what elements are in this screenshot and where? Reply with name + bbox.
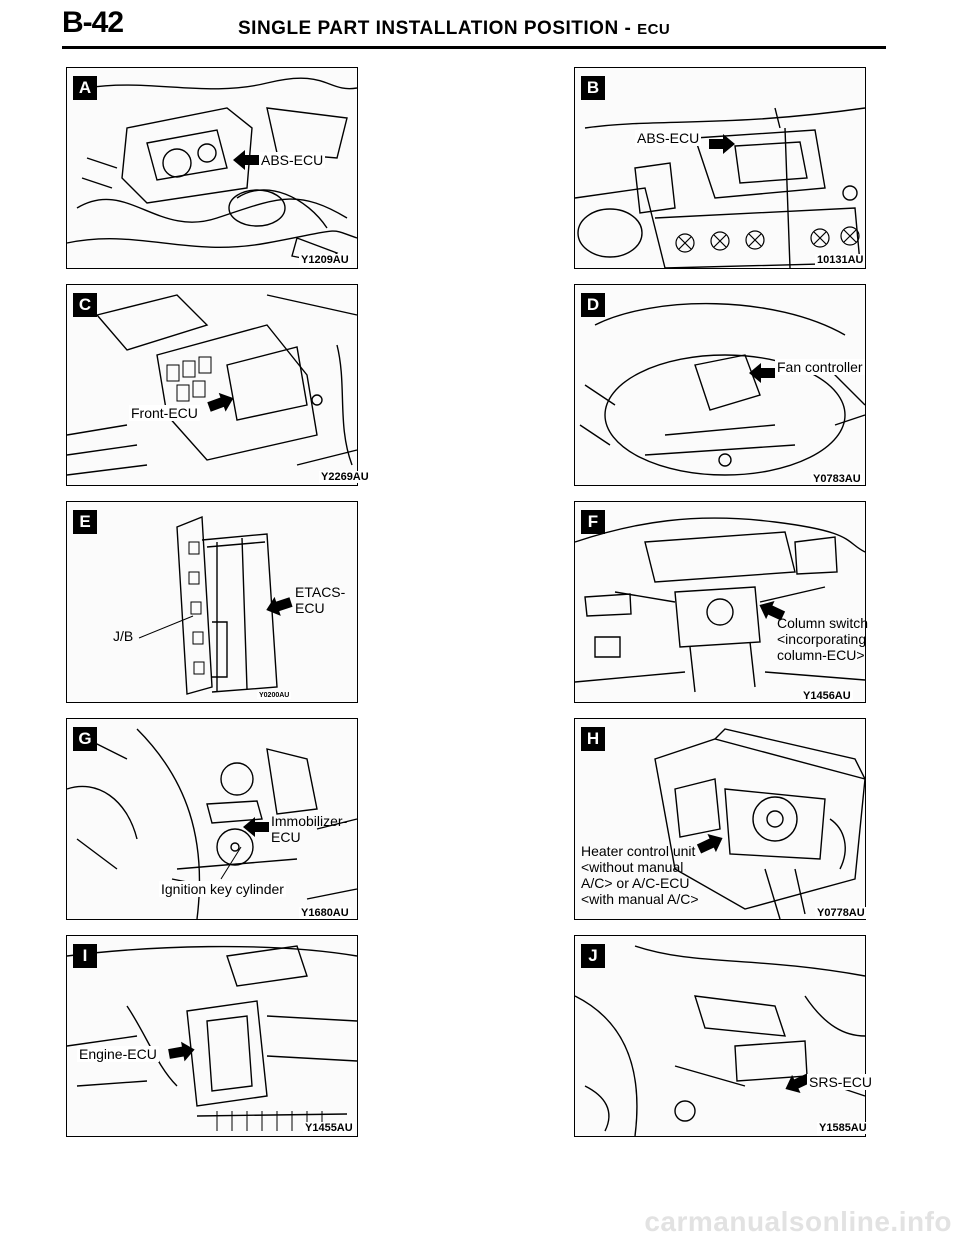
figure-code: Y2269AU: [321, 471, 369, 483]
fan-controller-illustration: [575, 285, 865, 485]
figure-code: Y1209AU: [301, 254, 349, 266]
arrow-icon: [747, 361, 777, 385]
callout-engine-ecu: Engine-ECU: [79, 1046, 157, 1062]
engine-ecu-illustration: [67, 936, 357, 1136]
column-switch-illustration: [575, 502, 865, 702]
callout-heater-line3: A/C> or A/C-ECU: [581, 875, 690, 891]
panel-letter: H: [581, 727, 605, 751]
panel-letter: B: [581, 76, 605, 100]
callout-abs-ecu: ABS-ECU: [637, 130, 700, 146]
figure-code: Y1455AU: [305, 1122, 353, 1134]
abs-ecu-illustration-a: [67, 68, 357, 268]
panel-h: [574, 718, 866, 920]
panel-d: [574, 284, 866, 486]
callout-etacs-ecu-line2: ECU: [295, 600, 325, 616]
callout-immobilizer-ecu-line1: Immobilizer-: [271, 813, 348, 829]
panel-f: [574, 501, 869, 703]
figure-code: Y1585AU: [819, 1122, 867, 1134]
panel-letter: J: [581, 944, 605, 968]
panel-letter: A: [73, 76, 97, 100]
callout-fan-controller: Fan controller: [777, 359, 863, 375]
arrow-icon: [263, 588, 293, 612]
panel-e: [66, 501, 358, 703]
callout-heater-line2: <without manual: [581, 859, 684, 875]
figure-code: Y1456AU: [803, 690, 851, 702]
callout-heater-line4: <with manual A/C>: [581, 891, 699, 907]
arrow-icon: [707, 132, 737, 156]
figure-code: 10131AU: [817, 254, 864, 266]
callout-front-ecu: Front-ECU: [131, 405, 198, 421]
callout-immobilizer-ecu-line2: ECU: [271, 829, 301, 845]
figure-code: Y0783AU: [813, 473, 861, 485]
panel-letter: F: [581, 510, 605, 534]
callout-heater-line1: Heater control unit: [581, 843, 696, 859]
front-ecu-illustration: [67, 285, 357, 485]
panel-a: [66, 67, 358, 269]
arrow-icon: [231, 148, 261, 172]
callout-jb: J/B: [113, 628, 134, 644]
callout-column-switch-line2: <incorporating: [777, 631, 867, 647]
panel-letter: E: [73, 510, 97, 534]
callout-srs-ecu: SRS-ECU: [809, 1074, 873, 1090]
srs-ecu-illustration: [575, 936, 865, 1136]
callout-column-switch-line1: Column switch: [777, 615, 869, 631]
leader-line: [137, 612, 197, 642]
panel-letter: D: [581, 293, 605, 317]
figure-code: Y1680AU: [301, 907, 349, 919]
panel-c: [66, 284, 369, 486]
arrow-icon: [167, 1040, 197, 1064]
arrow-icon: [697, 831, 727, 855]
abs-ecu-illustration-b: [575, 68, 865, 268]
panel-b: [574, 67, 866, 269]
panel-g: [66, 718, 358, 920]
callout-column-switch-line3: column-ECU>: [777, 647, 865, 663]
arrow-icon: [241, 815, 271, 839]
watermark: carmanualsonline.info: [644, 1206, 952, 1237]
leader-line: [217, 843, 247, 883]
page-title-sub: ECU: [637, 21, 671, 38]
panel-letter: C: [73, 293, 97, 317]
panel-i: [66, 935, 358, 1137]
header-rule: [62, 46, 886, 49]
arrow-icon: [207, 393, 237, 417]
figure-code: Y0200AU: [259, 692, 290, 699]
page-title: [238, 18, 670, 40]
callout-ignition-key-cylinder: Ignition key cylinder: [161, 881, 284, 897]
panel-j: [574, 935, 873, 1137]
callout-etacs-ecu-line1: ETACS-: [295, 584, 346, 600]
page-number: B-42: [62, 6, 124, 39]
figure-code: Y0778AU: [817, 907, 865, 919]
panel-letter: I: [73, 944, 97, 968]
panel-letter: G: [73, 727, 97, 751]
callout-abs-ecu: ABS-ECU: [261, 152, 324, 168]
page-title-main: SINGLE PART INSTALLATION POSITION -: [238, 18, 632, 39]
